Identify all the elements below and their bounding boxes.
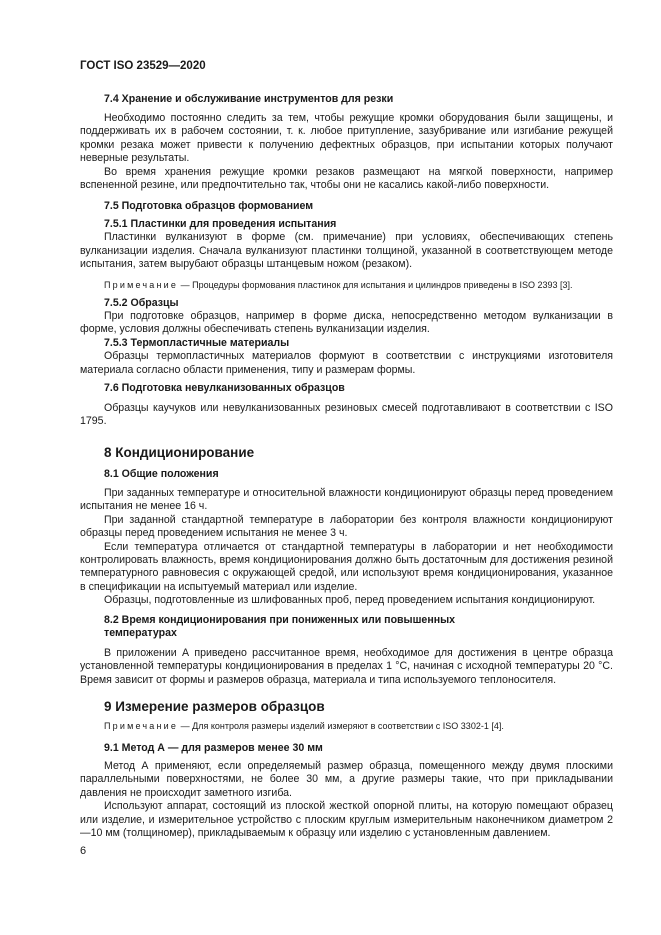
note: [80, 279, 613, 291]
paragraph: Метод А применяют, если определяемый размер образца, помещенного между двумя плоскими параллельными поверхностями, не более 30 мм, а другие размеры такие, что при прикладывании давления не происходит заметного изгиба.: [80, 760, 613, 799]
subsection-9-1-title: 9.1 Метод А — для размеров менее 30 мм: [104, 742, 323, 754]
section-9-title: 9 Измерение размеров образцов: [104, 699, 325, 714]
section-7-6-body: [80, 402, 613, 429]
note-label: Примечание: [104, 279, 179, 290]
subsection-7-5-1-title: 7.5.1 Пластинки для проведения испытания: [104, 218, 337, 230]
subsection-7-5-3-title: 7.5.3 Термопластичные материалы: [104, 336, 290, 349]
paragraph: При заданной стандартной температуре в лаборатории без контроля влажности кондиционируют образцы перед проведением испытания не менее 3 ч.: [80, 513, 613, 540]
section-9-1-body: [80, 760, 613, 840]
paragraph: При подготовке образцов, например в форме диска, непосредственно методом вулканизации в форме, условия должны обеспечивать степень вулканизации изделия.: [80, 310, 613, 336]
paragraph: Образцы термопластичных материалов формуют в соответствии с инструкциями изготовителя материала согласно области применения, типу и размерам формы.: [80, 350, 613, 376]
page-number: 6: [80, 845, 87, 857]
paragraph: Используют аппарат, состоящий из плоской жесткой опорной плиты, на которую помещают образец или изделие, и измерительное устройство с плоским круглым измерительным наконечником диаметром 2—10 мм (толщиномер), прикладываемым к образцу или изделию с установленным давлением.: [80, 800, 613, 840]
section-7-5-body: [80, 218, 613, 377]
section-7-4-body: [80, 112, 613, 192]
paragraph: В приложении А приведено рассчитанное время, необходимое для достижения в центре образца установленной температуры кондиционирования в пределах 1 °С, начиная с исходной температуры 20 °С. Время зависит от формы и размеров образца, материала и типа используемого теплоносителя.: [80, 647, 613, 686]
paragraph: Образцы, подготовленные из шлифованных проб, перед проведением испытания кондиционируют.: [104, 594, 596, 607]
section-7-6-title: 7.6 Подготовка невулканизованных образцов: [104, 382, 345, 394]
paragraph: При заданных температуре и относительной влажности кондиционируют образцы перед проведением испытания не менее 16 ч.: [80, 487, 613, 513]
section-7-5-title: 7.5 Подготовка образцов формованием: [104, 200, 314, 212]
paragraph: Если температура отличается от стандартной температуры в лаборатории и нет необходимости контролировать влажность, время кондиционирования должно быть достаточным для достижения резиной температурного равновесия с окружающей средой, или используют время кондиционирования, указанное в спецификации на испытуемый материал или изделие.: [80, 540, 613, 593]
note-text: — Процедуры формования пластинок для испытания и цилиндров приведены в ISO 2393 [3].: [178, 279, 573, 290]
subsection-7-5-2-title: 7.5.2 Образцы: [104, 296, 179, 309]
section-7-4-title: 7.4 Хранение и обслуживание инструментов для резки: [104, 93, 394, 105]
section-8-title: 8 Кондиционирование: [104, 445, 255, 460]
title-line: 8.2 Время кондиционирования при пониженных или повышенных: [104, 614, 456, 626]
paragraph: Во время хранения режущие кромки резаков размещают на мягкой поверхности, например вспененной резине, или предпочтительно так, чтобы они не касались какой-либо поверхности.: [80, 165, 613, 192]
paragraph: Необходимо постоянно следить за тем, чтобы режущие кромки оборудования были защищены, и поддерживать их в рабочем состоянии, т. к. любое притупление, зазубривание или изгибание режущей кромки резака может привести к получению дефектных образцов, при испытании которых получают неверные результаты.: [80, 112, 613, 165]
standard-header: ГОСТ ISO 23529—2020: [80, 60, 206, 72]
note: [80, 720, 613, 732]
section-8-1-body: [80, 487, 613, 608]
subsection-8-1-title: 8.1 Общие положения: [104, 468, 219, 480]
note-label: Примечание: [104, 721, 179, 731]
paragraph: Образцы каучуков или невулканизованных резиновых смесей подготавливают в соответствии с ISO 1795.: [80, 402, 613, 428]
subsection-8-2-title: [80, 614, 613, 641]
paragraph: Пластинки вулканизуют в форме (см. примечание) при условиях, обеспечивающих степень вулканизации изделия. Сначала вулканизуют пластинки толщиной, указанной в соответствующем методе испытания, затем вырубают образцы штанцевым ножом (резаком).: [80, 231, 613, 271]
note-text: — Для контроля размеры изделий измеряют в соответствии с ISO 3302-1 [4].: [178, 721, 504, 731]
title-line: температурах: [104, 627, 177, 640]
section-8-2-body: [80, 647, 613, 687]
